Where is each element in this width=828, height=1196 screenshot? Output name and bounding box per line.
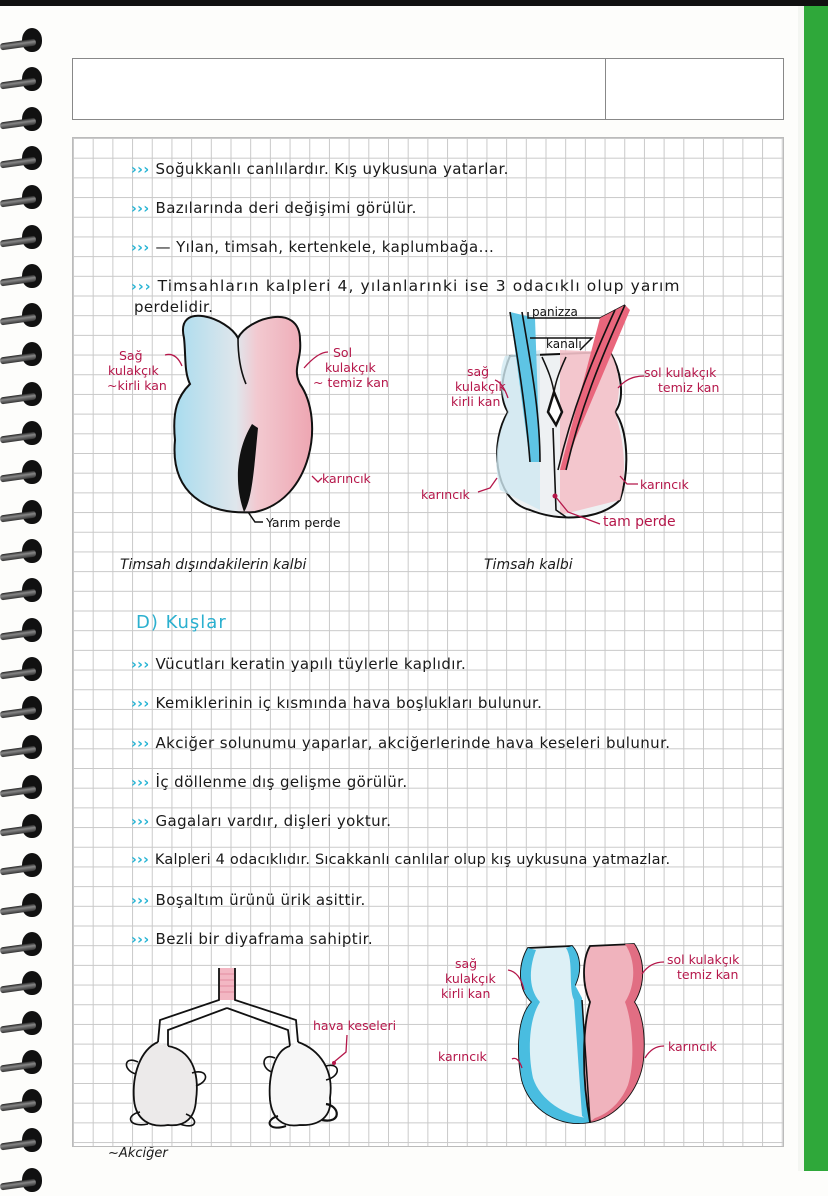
item-text: Kemiklerinin iç kısmında hava boşlukları bulunur.	[155, 694, 543, 712]
label-bird-right-atrium	[441, 956, 496, 1001]
label-line: kulakçık	[325, 360, 376, 375]
item-text: Bezli bir diyaframa sahiptir.	[155, 930, 374, 948]
item-text: Akciğer solunumu yaparlar, akciğerlerinde hava keseleri bulunur.	[155, 734, 671, 752]
item-text: Vücutları keratin yapılı tüylerle kaplıdır.	[155, 655, 467, 673]
bullet-icon: ›››	[131, 201, 150, 217]
item-text: — Yılan, timsah, kertenkele, kaplumbağa...	[155, 238, 495, 256]
label-croc-ventricle-right: karıncık	[640, 477, 689, 492]
item-text: Timsahların kalpleri 4, yılanlarınki ise 3 odacıklı olup yarım	[157, 277, 681, 295]
label-line: kulakçık	[108, 363, 159, 378]
label-line: kulakçık	[445, 971, 496, 986]
label-line: ~kirli kan	[107, 378, 167, 393]
bullet-icon: ›››	[131, 240, 150, 256]
spiral-ring	[0, 1168, 44, 1196]
label-septum: Yarım perde	[266, 515, 341, 530]
section-heading-birds: D) Kuşlar	[136, 612, 227, 633]
bullet-icon: ›››	[131, 814, 150, 830]
label-line: sağ	[467, 364, 490, 379]
reptile-item-4-continuation: perdelidir.	[134, 298, 214, 316]
label-ventricle: karıncık	[322, 471, 371, 486]
label-line: ~ temiz kan	[313, 375, 389, 390]
bullet-icon: ›››	[131, 696, 150, 712]
label-line: sağ	[455, 956, 478, 971]
bullet-icon: ›››	[131, 162, 150, 178]
bullet-icon: ›››	[131, 657, 150, 673]
bullet-icon: ›››	[131, 736, 150, 752]
label-air-sacs: hava keseleri	[313, 1018, 397, 1033]
label-bird-left-atrium	[667, 952, 739, 982]
label-bird-ventricle-right: karıncık	[668, 1039, 717, 1054]
bullet-icon: ›››	[131, 893, 150, 909]
bullet-icon: ›››	[131, 775, 150, 791]
label-panizza: panizza	[532, 305, 578, 319]
label-line: kulakçık	[455, 379, 506, 394]
label-line: temiz kan	[677, 967, 739, 982]
label-kanali: kanalı	[546, 337, 582, 351]
item-text: Bazılarında deri değişimi görülür.	[155, 199, 417, 217]
label-croc-ventricle-left: karıncık	[421, 487, 470, 502]
item-text: Gagaları vardır, dişleri yoktur.	[155, 812, 392, 830]
label-line: temiz kan	[658, 380, 720, 395]
label-line: sol kulakçık	[667, 952, 740, 967]
bullet-icon: ›››	[131, 852, 149, 868]
label-line: Sağ	[119, 348, 143, 363]
label-croc-septum: tam perde	[603, 514, 676, 530]
caption-lung: ~Akciğer	[108, 1146, 168, 1161]
caption-left-heart: Timsah dışındakilerin kalbi	[120, 557, 307, 573]
label-line: sol kulakçık	[644, 365, 717, 380]
item-text: Soğukkanlı canlılardır. Kış uykusuna yatarlar.	[155, 160, 509, 178]
label-bird-ventricle-left: karıncık	[438, 1049, 487, 1064]
label-line: kirli kan	[451, 394, 501, 409]
label-line: kirli kan	[441, 986, 491, 1001]
item-text: Boşaltım ürünü ürik asittir.	[155, 891, 366, 909]
item-text: Kalpleri 4 odacıklıdır. Sıcakkanlı canlılar olup kış uykusuna yatmazlar.	[154, 852, 671, 868]
bullet-icon: ›››	[131, 932, 150, 948]
bullet-icon: ›››	[131, 279, 152, 295]
caption-croc-heart: Timsah kalbi	[484, 557, 573, 573]
item-text: İç döllenme dış gelişme görülür.	[155, 773, 408, 791]
label-line: Sol	[333, 345, 353, 360]
